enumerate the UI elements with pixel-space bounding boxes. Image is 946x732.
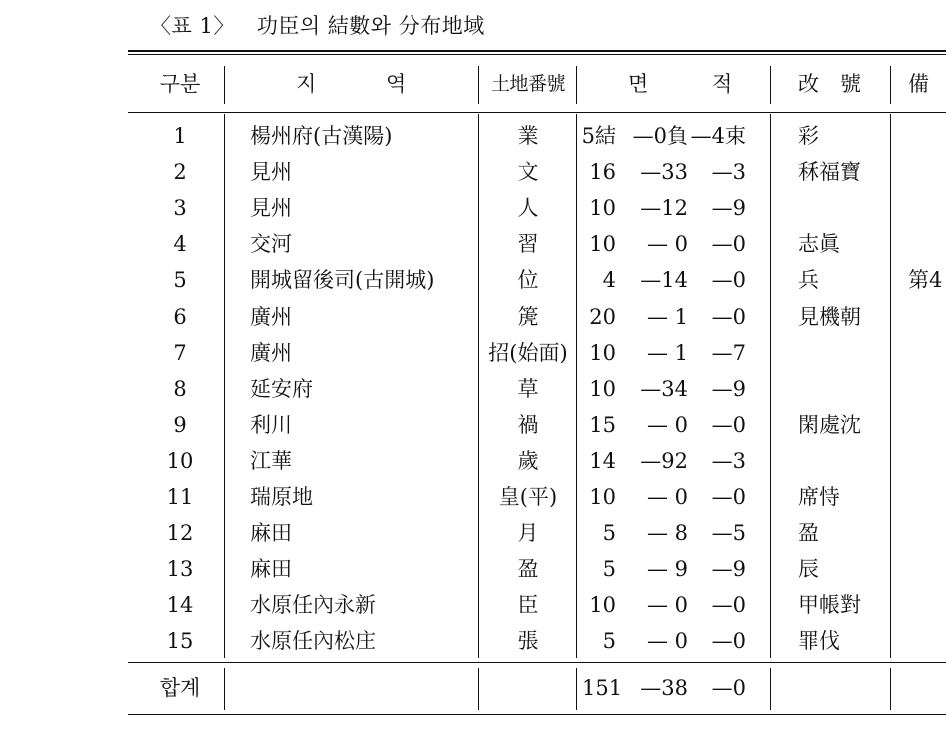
header-rename-b: 號 [840, 72, 861, 96]
row-region: 楊州府(古漢陽) [250, 124, 393, 148]
row-landno: 禍 [517, 412, 539, 437]
top-rule-thin [128, 54, 946, 55]
row-area-kyeol: 5 [602, 557, 616, 582]
row-landno: 張 [517, 629, 539, 654]
row-area-sok: —0 [711, 485, 746, 509]
row-rename: 志眞 [798, 232, 840, 257]
row-region: 利川 [250, 412, 292, 437]
row-area-kyeol: 10 [589, 376, 616, 401]
row-area-kyeol: 10 [589, 485, 616, 509]
row-number: 9 [173, 412, 187, 437]
row-number: 11 [166, 485, 194, 509]
row-area-sok: —3 [711, 448, 746, 473]
row-number: 10 [166, 448, 194, 473]
row-region: 交河 [250, 232, 292, 257]
row-number: 3 [173, 196, 187, 221]
divider-area-rename-header [770, 66, 771, 104]
row-landno: 臣 [517, 593, 539, 618]
row-landno: 人 [517, 196, 539, 221]
row-area-bu: —14 [640, 268, 688, 293]
row-region: 水原任內松庄 [250, 629, 376, 654]
row-area-kyeol: 10 [589, 196, 616, 221]
row-area-kyeol: 14 [589, 448, 616, 473]
header-landno: 土地番號 [490, 73, 565, 95]
row-area-sok: —3 [711, 160, 746, 185]
row-number: 12 [166, 521, 194, 546]
row-rename: 彩 [798, 124, 819, 148]
row-area-bu: — 9 [646, 557, 688, 582]
row-area-bu: — 0 [646, 485, 688, 509]
row-region: 廣州 [250, 340, 292, 365]
row-landno: 位 [517, 268, 539, 293]
row-area-bu: — 0 [646, 593, 688, 618]
row-area-bu: — 1 [646, 304, 688, 329]
total-area-kyeol: 151 [582, 676, 623, 700]
row-number: 2 [173, 160, 187, 185]
row-area-sok: —5 [711, 521, 746, 546]
row-area-bu: — 8 [646, 521, 688, 546]
row-number: 7 [173, 340, 187, 365]
divider-rename-note-header [890, 66, 891, 104]
row-area-bu: —92 [640, 448, 688, 473]
row-number: 4 [173, 232, 187, 257]
row-region: 麻田 [250, 557, 292, 582]
row-region: 見州 [250, 160, 292, 185]
row-area-kyeol: 10 [589, 340, 616, 365]
row-region: 瑞原地 [250, 485, 313, 509]
row-rename: 席恃 [798, 485, 840, 509]
row-region: 見州 [250, 196, 292, 221]
merit-subject-land-table [128, 50, 946, 720]
row-region: 水原任內永新 [250, 593, 376, 618]
row-area-sok: —4束 [690, 124, 746, 148]
row-area-kyeol: 4 [602, 268, 616, 293]
row-landno: 業 [517, 124, 539, 148]
header-gubun: 구분 [159, 72, 201, 96]
row-rename: 罪伐 [798, 629, 840, 654]
row-area-bu: —12 [640, 196, 688, 221]
row-area-sok: —0 [711, 412, 746, 437]
row-area-kyeol: 5結 [581, 124, 616, 148]
top-rule-thick [128, 50, 946, 52]
divider-region-landno-body [478, 114, 479, 658]
row-number: 8 [173, 376, 187, 401]
row-landno: 招(始面) [488, 340, 568, 365]
divider-region-landno-total [478, 668, 479, 710]
row-area-sok: —0 [711, 268, 746, 293]
row-landno: 皇(平) [498, 485, 558, 509]
caption-label: 〈표 1〉 [150, 14, 235, 38]
row-area-sok: —7 [711, 340, 746, 365]
row-landno: 習 [517, 232, 539, 257]
divider-landno-area-total [576, 668, 577, 710]
row-area-bu: — 0 [646, 232, 688, 257]
row-region: 廣州 [250, 304, 292, 329]
row-area-kyeol: 20 [589, 304, 616, 329]
row-landno: 草 [517, 376, 539, 401]
divider-region-landno-header [478, 66, 479, 104]
row-number: 15 [166, 629, 194, 654]
header-region-b: 역 [386, 72, 407, 96]
row-rename: 見機朝 [798, 304, 861, 329]
divider-landno-area-header [576, 66, 577, 104]
row-landno: 箎 [517, 304, 539, 329]
row-rename: 閑處沈 [798, 412, 861, 437]
row-landno: 盈 [517, 557, 539, 582]
row-landno: 月 [517, 521, 539, 546]
row-area-sok: —0 [711, 593, 746, 618]
divider-area-rename-body [770, 114, 771, 658]
row-number: 5 [173, 268, 187, 293]
row-region: 江華 [250, 448, 292, 473]
row-area-bu: — 0 [646, 412, 688, 437]
row-area-kyeol: 5 [602, 521, 616, 546]
row-rename: 兵 [798, 268, 819, 293]
header-region-a: 지 [296, 72, 317, 96]
row-area-sok: —9 [711, 376, 746, 401]
divider-rename-note-body [890, 114, 891, 658]
divider-no-region-body [224, 114, 225, 658]
row-landno: 歲 [517, 448, 539, 473]
divider-no-region-total [224, 668, 225, 710]
caption-title: 功臣의 結數와 分布地域 [256, 14, 485, 38]
row-landno: 文 [517, 160, 539, 185]
header-note: 備 [908, 72, 929, 96]
row-area-kyeol: 16 [589, 160, 616, 185]
row-area-kyeol: 5 [602, 629, 616, 654]
row-rename: 辰 [798, 557, 819, 582]
row-region: 延安府 [250, 376, 313, 401]
row-note: 第4 [908, 268, 943, 293]
row-number: 13 [166, 557, 194, 582]
row-number: 14 [166, 593, 194, 618]
row-area-kyeol: 10 [589, 232, 616, 257]
bottom-rule [128, 714, 946, 715]
row-area-sok: —9 [711, 196, 746, 221]
total-rule [128, 662, 946, 663]
table-caption [150, 10, 485, 40]
row-number: 1 [173, 124, 187, 148]
row-rename: 甲帳對 [798, 593, 861, 618]
row-rename: 盈 [798, 521, 819, 546]
divider-area-rename-total [770, 668, 771, 710]
header-rule [128, 112, 946, 113]
header-rename-a: 改 [798, 72, 819, 96]
divider-no-region-header [224, 66, 225, 104]
row-area-bu: —34 [640, 376, 688, 401]
total-area-sok: —0 [711, 676, 746, 700]
row-area-bu: — 0 [646, 629, 688, 654]
header-area-b: 적 [712, 72, 733, 96]
row-rename: 秝福寶 [798, 160, 861, 185]
row-region: 開城留後司(古開城) [250, 268, 435, 293]
header-area-a: 면 [628, 72, 649, 96]
row-area-sok: —0 [711, 629, 746, 654]
row-region: 麻田 [250, 521, 292, 546]
divider-landno-area-body [576, 114, 577, 658]
row-area-bu: — 1 [646, 340, 688, 365]
row-area-bu: —33 [640, 160, 688, 185]
row-area-sok: —9 [711, 557, 746, 582]
total-area-bu: —38 [640, 676, 688, 700]
row-number: 6 [173, 304, 187, 329]
row-area-sok: —0 [711, 304, 746, 329]
row-area-kyeol: 15 [589, 412, 616, 437]
row-area-bu: —0負 [632, 124, 688, 148]
divider-rename-note-total [890, 668, 891, 710]
row-area-kyeol: 10 [589, 593, 616, 618]
row-area-sok: —0 [711, 232, 746, 257]
total-label: 합계 [159, 676, 201, 700]
